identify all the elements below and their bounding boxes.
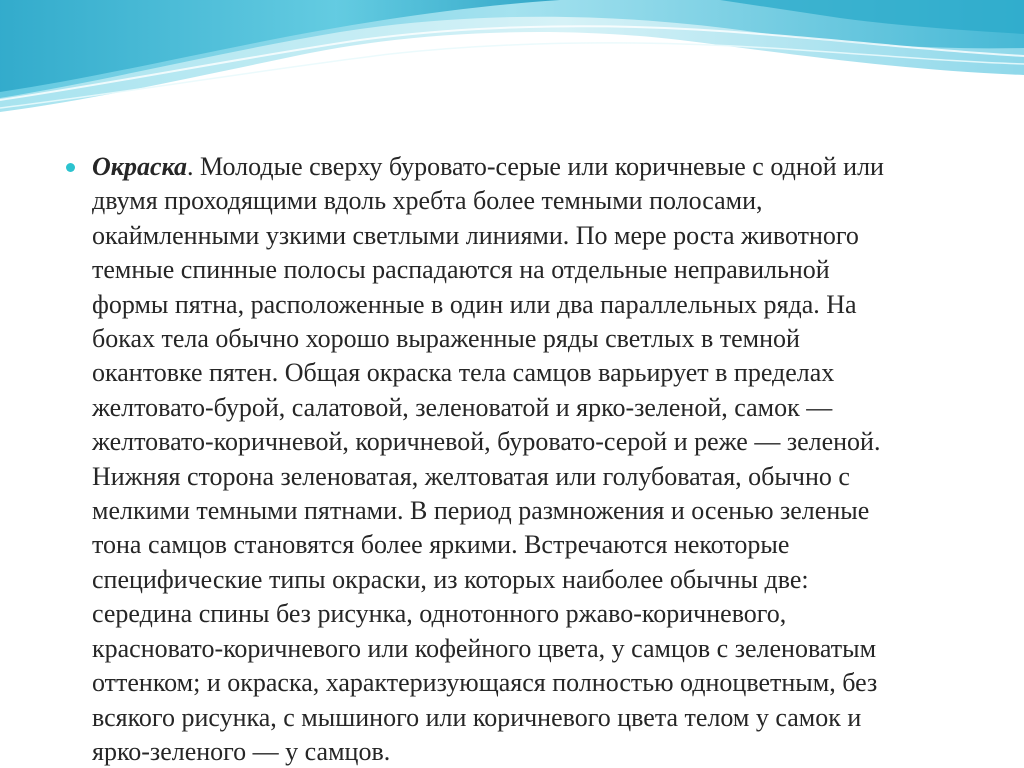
text-line: окаймленными узкими светлыми линиями. По мере роста животного [92,220,859,250]
text-line: . Молодые сверху буровато-серые или коричневые с одной или [187,152,884,181]
text-line: мелкими темными пятнами. В период размножения и осенью зеленые [92,496,870,526]
text-line: ярко-зеленого — у самцов. [92,736,391,766]
text-line: середина спины без рисунка, однотонного ржаво-коричневого, [92,599,787,629]
text-line: специфические типы окраски, из которых наиболее обычны две: [92,564,809,594]
text-line: формы пятна, расположенные в один или два параллельных ряда. На [92,289,857,319]
text-line: красновато-коричневого или кофейного цвета, у самцов с зеленоватым [92,633,877,663]
decorative-wave-header [0,0,1024,140]
bullet-icon [66,163,75,172]
paragraph-heading: Окраска [92,152,188,181]
text-line: желтовато-бурой, салатовой, зеленоватой и ярко-зеленой, самок — [92,392,833,422]
text-line: темные спинные полосы распадаются на отдельные неправильной [92,255,830,285]
text-line: окантовке пятен. Общая окраска тела самцов варьирует в пределах [92,358,835,388]
text-line: оттенком; и окраска, характеризующаяся полностью одноцветным, без [92,668,878,698]
text-line: двумя проходящими вдоль хребта более темными полосами, [92,186,763,216]
text-line: боках тела обычно хорошо выраженные ряды светлых в темной [92,324,800,354]
text-line: тона самцов становятся более яркими. Встречаются некоторые [92,530,790,560]
text-line: всякого рисунка, с мышиного или коричневого цвета телом у самок и [92,702,862,732]
text-line: Нижняя сторона зеленоватая, желтоватая или голубоватая, обычно с [92,461,850,491]
text-line: желтовато-коричневой, коричневой, буровато-серой и реже — зеленой. [92,427,881,457]
paragraph-coloration [92,150,972,768]
